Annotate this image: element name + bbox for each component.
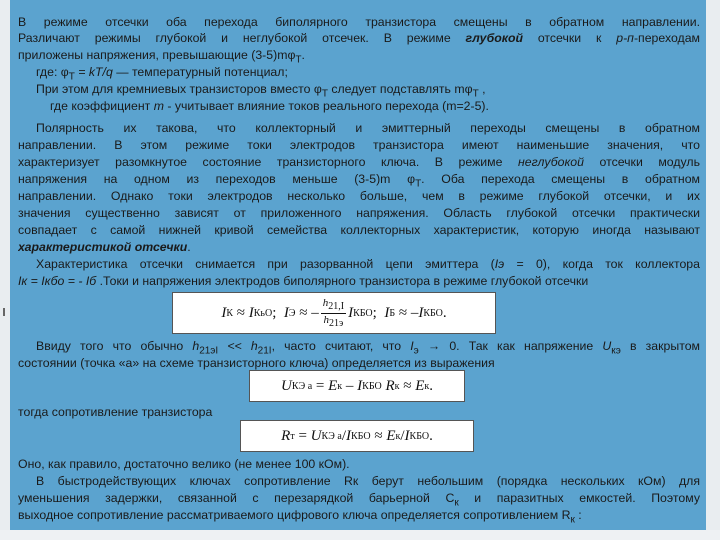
text-line: где: $\varphi_T = kT/q$ — температурный потенциал; bbox=[36, 65, 288, 83]
fraction: $\frac{h21,I}{h21э}$ bbox=[322, 297, 345, 329]
text-line: тогда сопротивление транзистора bbox=[18, 405, 213, 419]
text-line: характеризует разомкнутое состояние транзисторного ключа. В режиме неглубокой отсечки модуль bbox=[18, 155, 700, 169]
text-line: Полярность их такова, что коллекторный и эмиттерный переходы смещены в обратном bbox=[36, 121, 700, 135]
slide-frame-left bbox=[0, 0, 10, 540]
text-line: Различают режимы глубокой и неглубокой отсечек. В режиме глубокой отсечки к р-п-переходам bbox=[18, 31, 700, 45]
slide-frame-bottom bbox=[0, 530, 720, 540]
text-line: Iк = Iкбо = - Iб .Токи и напряжения электродов биполярного транзистора в режиме глубокой отсечки bbox=[18, 274, 589, 288]
text-line: В режиме отсечки оба перехода биполярного транзистора смещены в обратном направлении. bbox=[18, 15, 700, 29]
slide-frame-right bbox=[706, 0, 720, 540]
text-line: При этом для кремниевых транзисторов вместо $\varphi_T$ следует подставлять $m\varphi_T$ , bbox=[36, 82, 486, 100]
side-mark bbox=[3, 308, 5, 316]
text-line: состоянии (точка «а» на схеме транзисторного ключа) определяется из выражения bbox=[18, 356, 495, 370]
formula-resistance: R т = U КЭ а / I КБО ≈ E к / I КБО . bbox=[240, 420, 474, 452]
text-line: направлении. Однако токи электродов несколько больше, чем в режиме глубокой отсечки, и их bbox=[18, 189, 700, 203]
formula-voltage: U КЭ а = E к – I КБО R к ≈ E к . bbox=[249, 370, 465, 402]
text-line: напряжения на одном из переходов меньше (3-5)m $\varphi_T$. Оба перехода смещены в обратном bbox=[18, 172, 700, 190]
text-line: В быстродействующих ключах сопротивление Rк берут небольшим (порядка нескольких кОм) для bbox=[36, 474, 700, 488]
text-line: совпадает с самой нижней кривой семейства коллекторных характеристик, которую иногда называют bbox=[18, 223, 700, 237]
text-line: Оно, как правило, достаточно велико (не менее 100 кОм). bbox=[18, 457, 350, 471]
formula-currents: I К ≈ I КьО ; I Э ≈ – $\frac{h21,I}{h21э}$ I КБО ; I Б ≈ – I КБО . bbox=[172, 292, 496, 334]
text-line: приложены напряжения, превышающие $(3-5)m\varphi_T$. bbox=[18, 48, 305, 66]
text-line: значения существенно зависят от приложенного напряжения. Область глубокой отсечки практически bbox=[18, 206, 700, 220]
text-panel bbox=[10, 0, 706, 530]
text-line: где коэффициент m - учитывает влияние токов реального перехода (m=2-5). bbox=[50, 99, 489, 113]
text-line: Ввиду того что обычно $h_{21эI} << h_{21I}$, часто считают, что $I_э \to 0$. Так как напряжение $U_{кэ}$ в закрытом bbox=[36, 339, 700, 357]
text-line: Характеристика отсечки снимается при разорванной цепи эмиттера (Iэ = 0), когда ток коллектора bbox=[36, 257, 700, 271]
text-line: уменьшения задержки, связанной с перезарядкой барьерной $С_к$ и паразитных емкостей. Поэтому bbox=[18, 491, 700, 509]
text-line: направлении. В этом режиме токи электродов транзистора имеют наименьшие значения, что bbox=[18, 138, 700, 152]
text-line: выходное сопротивление рассматриваемого цифрового ключа определяется сопротивлением $R_к$ : bbox=[18, 508, 582, 526]
text-line: характеристикой отсечки. bbox=[18, 240, 191, 254]
